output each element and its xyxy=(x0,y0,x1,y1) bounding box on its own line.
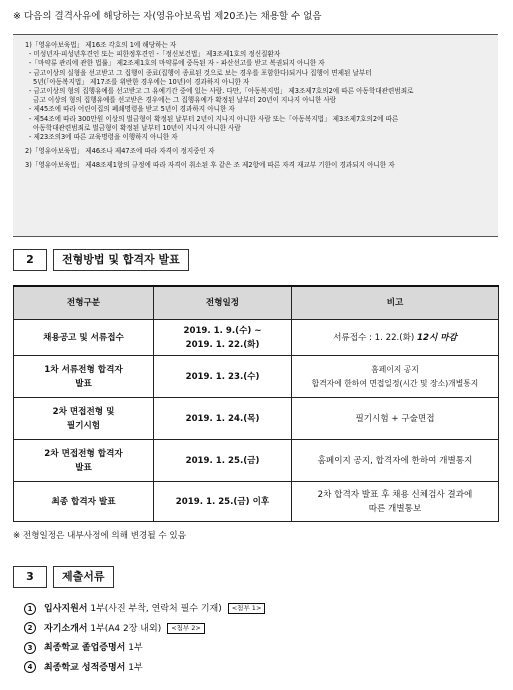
table-row xyxy=(14,482,499,522)
disq-line: - 제54조에 따라 300만원 이상의 벌금형이 확정된 날부터 2년이 지나지 아니한 사람 또는「아동복지법」 제3조제7호의2에 따른 xyxy=(29,114,399,123)
disq-line: 5년(「아동복지법」 제17조를 위반한 경우에는 10년)이 경과하지 아니한 자 xyxy=(33,77,250,86)
list-item xyxy=(24,621,265,641)
deadline-text: 12시 마감 xyxy=(417,332,457,343)
stage-cell: 2차 면접전형 및 필기시험 xyxy=(14,398,154,440)
disq-line: 1)「영유아보육법」 제16조 각호의 1에 해당하는 자 xyxy=(25,41,177,49)
document-name: 자기소개서 xyxy=(44,623,88,634)
stage-cell: 1차 서류전형 합격자 발표 xyxy=(14,356,154,398)
date-cell: 2019. 1. 25.(금) 이후 xyxy=(154,482,292,522)
disq-line: - 미성년자·피성년후견인 또는 피한정후견인 -「정신보건법」 제3조제1호의 정신질환자 xyxy=(29,50,281,59)
table-row xyxy=(14,320,499,356)
disq-line: - 제23조의3에 따른 교육명령을 이행하지 아니한 자 xyxy=(29,133,178,142)
list-item xyxy=(24,660,265,680)
section-number: 3 xyxy=(13,566,47,588)
date-cell: 2019. 1. 24.(목) xyxy=(154,398,292,440)
date-cell: 2019. 1. 23.(수) xyxy=(154,356,292,398)
table-header: 전형일정 xyxy=(154,286,292,320)
note-cell: 필기시험 + 구술면접 xyxy=(292,398,499,440)
disq-line: - 제45조에 따라 어린이집의 폐쇄명령을 받고 5년이 경과하지 아니한 자 xyxy=(29,105,235,114)
circled-number: 3 xyxy=(24,642,36,654)
note-cell: 홈페이지 공지 합격자에 한하여 면접일정(시간 및 장소)개별통지 xyxy=(292,356,499,398)
stage-cell: 2차 면접전형 합격자 발표 xyxy=(14,440,154,482)
schedule-note: ※ 전형일정은 내부사정에 의해 변경될 수 있음 xyxy=(13,531,187,541)
stage-cell: 최종 합격자 발표 xyxy=(14,482,154,522)
disq-line: 아동학대관련범죄로 벌금형이 확정된 날부터 10년이 지나지 아니한 사람 xyxy=(33,123,241,132)
date-cell: 2019. 1. 9.(수) ~ 2019. 1. 22.(화) xyxy=(154,320,292,356)
section-title: 전형방법 및 합격자 발표 xyxy=(53,249,189,271)
document-name: 입사지원서 xyxy=(44,604,88,614)
disq-line: - 금고이상의 실형을 선고받고 그 집행이 종료(집행이 종료된 것으로 보는 경우를 포함한다)되거나 집행이 면제된 날부터 xyxy=(29,68,372,77)
schedule-table xyxy=(13,285,499,522)
table-header: 전형구분 xyxy=(14,286,154,320)
disq-line: - 금고이상의 형의 집행유예를 선고받고 그 유예기간 중에 있는 사람. 다만,「아동복지법」 제3조제7호의2에 따른 아동학대관련범죄로 xyxy=(29,87,414,96)
section-number: 2 xyxy=(13,249,47,271)
attachment-tag: <첨부 2> xyxy=(167,623,205,634)
intro-notice: ※ 다음의 결격사유에 해당하는 자(영유아보육법 제20조)는 채용할 수 없음 xyxy=(13,11,322,22)
table-row xyxy=(14,440,499,482)
disqualification-box xyxy=(13,34,498,237)
disq-line: 3)「영유아보육법」 제48조제1항의 규정에 따라 자격이 취소된 후 같은 조 제2항에 따른 자격 재교부 기한이 경과되지 아니한 자 xyxy=(25,161,395,170)
note-cell: 홈페이지 공지, 합격자에 한하여 개별통지 xyxy=(292,440,499,482)
date-cell: 2019. 1. 25.(금) xyxy=(154,440,292,482)
list-item xyxy=(24,601,265,621)
list-item xyxy=(24,640,265,660)
circled-number: 4 xyxy=(24,661,36,673)
table-row xyxy=(14,398,499,440)
document-name: 최종학교 졸업증명서 xyxy=(44,643,126,653)
table-row xyxy=(14,356,499,398)
stage-cell: 채용공고 및 서류접수 xyxy=(14,320,154,356)
disq-line: 2)「영유아보육법」 제46조나 제47조에 따라 자격이 정지중인 자 xyxy=(25,147,215,156)
disq-line: -「마약류 관리에 관한 법률」 제2조제1호의 마약류에 중독된 자 - 파산선고를 받고 복권되지 아니한 자 xyxy=(29,59,325,68)
circled-number: 1 xyxy=(24,603,36,615)
section-title: 제출서류 xyxy=(53,566,114,588)
note-cell xyxy=(292,320,499,356)
document-list xyxy=(24,601,265,679)
note-cell: 2차 합격자 발표 후 채용 신체검사 결과에 따른 개별통보 xyxy=(292,482,499,522)
note-text: 서류접수 : 1. 22.(화) xyxy=(333,332,418,343)
disq-line: 금고 이상의 형의 집행유예를 선고받은 경우에는 그 집행유예가 확정된 날부터 20년이 지나지 아니한 사람 xyxy=(33,96,337,105)
document-detail: 1부 xyxy=(125,643,143,653)
circled-number: 2 xyxy=(24,622,36,634)
document-name: 최종학교 성적증명서 xyxy=(44,662,126,673)
document-detail: 1부(A4 2장 내외) xyxy=(87,623,162,634)
attachment-tag: <첨부 1> xyxy=(228,603,266,614)
document-detail: 1부(사진 부착, 연락처 필수 기재) xyxy=(87,604,222,614)
document-detail: 1부 xyxy=(125,662,143,673)
table-header: 비고 xyxy=(292,286,499,320)
